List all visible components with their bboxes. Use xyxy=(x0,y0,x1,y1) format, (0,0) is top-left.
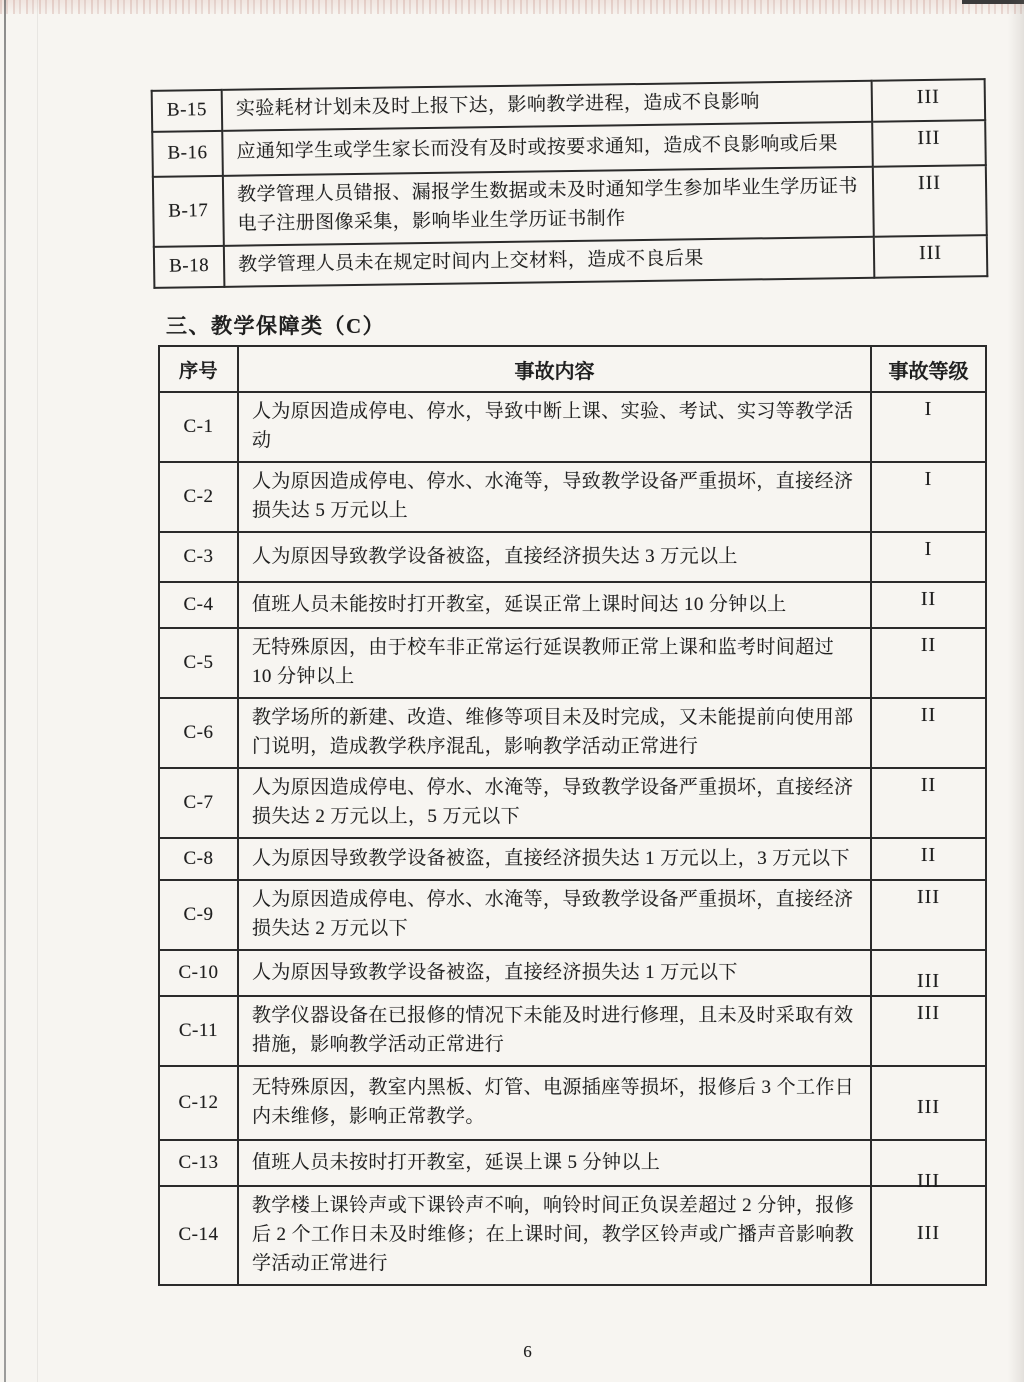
incident-grade: I xyxy=(871,532,986,582)
incident-grade: III xyxy=(871,1186,986,1285)
section-heading-c: 三、教学保障类（C） xyxy=(166,314,386,338)
page-number: 6 xyxy=(523,1342,532,1361)
incident-content: 教学场所的新建、改造、维修等项目未及时完成，又未能提前向使用部门说明，造成教学秩序混乱，影响教学活动正常进行 xyxy=(238,698,871,768)
incident-grade: III xyxy=(871,996,986,1066)
incident-grade: III xyxy=(873,165,987,236)
incident-content: 人为原因造成停电、停水、水淹等，导致教学设备严重损坏，直接经济损失达 2 万元以上，5 万元以下 xyxy=(238,768,871,838)
header-id: 序号 xyxy=(159,346,238,392)
table-row xyxy=(159,996,986,1066)
incident-grade: II xyxy=(871,628,986,698)
incident-grade: I xyxy=(871,392,986,462)
incident-id: C-14 xyxy=(159,1186,238,1285)
incident-id: C-12 xyxy=(159,1066,238,1140)
incident-grade: III xyxy=(874,235,988,277)
scan-edge-line xyxy=(4,0,6,1382)
incident-id: C-4 xyxy=(159,582,238,628)
incident-id: B-16 xyxy=(152,131,223,177)
incident-id: C-2 xyxy=(159,462,238,532)
incident-id: C-7 xyxy=(159,768,238,838)
incident-content: 应通知学生或学生家长而没有及时或按要求通知，造成不良影响或后果 xyxy=(222,122,873,176)
incident-grade: III xyxy=(871,880,986,950)
table-row xyxy=(159,838,986,880)
scan-noise-band xyxy=(0,0,1024,14)
incident-grade: II xyxy=(871,582,986,628)
incident-grade: III xyxy=(871,950,986,996)
incident-content: 无特殊原因，教室内黑板、灯管、电源插座等损坏，报修后 3 个工作日内未维修，影响正常教学。 xyxy=(238,1066,871,1140)
incident-id: C-9 xyxy=(159,880,238,950)
table-row xyxy=(159,392,986,462)
incident-content: 教学管理人员错报、漏报学生数据或未及时通知学生参加毕业生学历证书电子注册图像采集，影响毕业生学历证书制作 xyxy=(223,167,874,246)
table-header-row xyxy=(159,346,986,392)
incident-grade: I xyxy=(871,462,986,532)
table-row xyxy=(159,532,986,582)
incident-id: C-10 xyxy=(159,950,238,996)
incident-content: 实验耗材计划未及时上报下达，影响教学进程，造成不良影响 xyxy=(222,81,873,131)
incident-content: 人为原因造成停电、停水、水淹等，导致教学设备严重损坏，直接经济损失达 2 万元以下 xyxy=(238,880,871,950)
incident-id: B-18 xyxy=(154,245,225,287)
header-grade: 事故等级 xyxy=(871,346,986,392)
incident-grade: III xyxy=(871,1140,986,1186)
page-edge-shadow xyxy=(1008,0,1024,1382)
table-row xyxy=(159,698,986,768)
incident-grade: II xyxy=(871,698,986,768)
incident-id: C-3 xyxy=(159,532,238,582)
incident-id: C-5 xyxy=(159,628,238,698)
incident-content: 人为原因导致教学设备被盗，直接经济损失达 1 万元以下 xyxy=(238,950,871,996)
incident-content: 值班人员未按时打开教室，延误上课 5 分钟以上 xyxy=(238,1140,871,1186)
incident-content: 值班人员未能按时打开教室，延误正常上课时间达 10 分钟以上 xyxy=(238,582,871,628)
header-content: 事故内容 xyxy=(238,346,871,392)
table-row xyxy=(159,1066,986,1140)
incident-table-c xyxy=(158,345,987,1286)
paper-crease xyxy=(37,0,38,1382)
incident-id: C-13 xyxy=(159,1140,238,1186)
incident-content: 教学管理人员未在规定时间内上交材料，造成不良后果 xyxy=(224,236,875,286)
table-row xyxy=(153,165,987,246)
incident-content: 教学楼上课铃声或下课铃声不响，响铃时间正负误差超过 2 分钟，报修后 2 个工作日未及时维修；在上课时间，教学区铃声或广播声音影响教学活动正常进行 xyxy=(238,1186,871,1285)
incident-id: B-15 xyxy=(152,90,223,132)
incident-id: C-1 xyxy=(159,392,238,462)
table-row xyxy=(159,880,986,950)
incident-content: 人为原因造成停电、停水，导致中断上课、实验、考试、实习等教学活动 xyxy=(238,392,871,462)
table-row xyxy=(159,1140,986,1186)
table-row xyxy=(159,1186,986,1285)
table-row xyxy=(159,582,986,628)
incident-grade: III xyxy=(871,1066,986,1140)
incident-content: 人为原因导致教学设备被盗，直接经济损失达 3 万元以上 xyxy=(238,532,871,582)
incident-id: B-17 xyxy=(153,176,224,247)
incident-id: C-6 xyxy=(159,698,238,768)
table-row xyxy=(159,462,986,532)
incident-content: 人为原因导致教学设备被盗，直接经济损失达 1 万元以上，3 万元以下 xyxy=(238,838,871,880)
incident-grade: II xyxy=(871,768,986,838)
incident-grade: III xyxy=(872,120,986,167)
incident-content: 无特殊原因，由于校车非正常运行延误教师正常上课和监考时间超过 10 分钟以上 xyxy=(238,628,871,698)
incident-id: C-8 xyxy=(159,838,238,880)
table-row xyxy=(159,768,986,838)
table-row xyxy=(159,950,986,996)
incident-table-b-continuation xyxy=(151,78,989,288)
incident-content: 人为原因造成停电、停水、水淹等，导致教学设备严重损坏，直接经济损失达 5 万元以上 xyxy=(238,462,871,532)
incident-content: 教学仪器设备在已报修的情况下未能及时进行修理，且未及时采取有效措施，影响教学活动正常进行 xyxy=(238,996,871,1066)
incident-grade: III xyxy=(872,79,986,121)
table-row xyxy=(159,628,986,698)
incident-grade: II xyxy=(871,838,986,880)
incident-id: C-11 xyxy=(159,996,238,1066)
